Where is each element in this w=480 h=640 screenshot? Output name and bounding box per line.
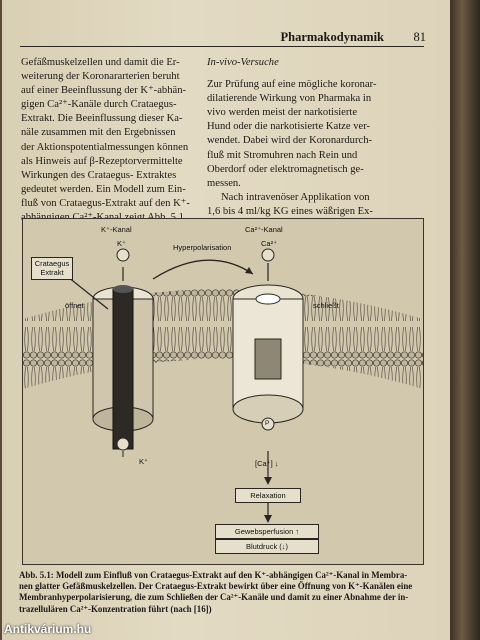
crataegus-extract-box: Crataegus Extrakt bbox=[31, 257, 73, 280]
text-line: Extrakt. Die Beeinflussung dieser Ka- bbox=[21, 113, 183, 125]
k-channel-pore bbox=[113, 289, 133, 449]
text-line: fluß von Crataegus-Extrakt auf den K⁺- bbox=[21, 197, 190, 209]
watermark: Antikvárium.hu bbox=[4, 622, 92, 636]
text-line: 1,6 bis 4 ml/kg KG eines wäßrigen Ex- bbox=[207, 205, 373, 217]
ca-channel-gate bbox=[255, 339, 281, 379]
figure-membrane-model bbox=[22, 218, 424, 565]
calcium-concentration-label: [Ca⁺] ↓ bbox=[255, 459, 279, 468]
text-line: fluß mit Stromuhren nach Rein und bbox=[207, 149, 358, 161]
book-page bbox=[2, 0, 450, 640]
relaxation-box: Relaxation bbox=[235, 488, 301, 503]
figure-caption bbox=[19, 570, 439, 615]
hyperpolarisation-arrow bbox=[153, 260, 253, 279]
text-line: als Hinweis auf β-Rezeptorvermittelte bbox=[21, 155, 183, 167]
ca-channel-label: Ca²⁺-Kanal bbox=[245, 225, 283, 234]
k-efflux-label: K⁺ bbox=[139, 457, 148, 466]
caption-line: nen glatter Gefäßmuskelzellen. Der Crataegus-Extrakt bewirkt über eine Öffnung von K⁺-Kanälen eine bbox=[19, 581, 413, 592]
caption-line: Membranhyperpolarisierung, die zum Schließen der Ca²⁺-Kanäle und damit zu einer Abnahme der in- bbox=[19, 592, 409, 603]
ca-ion-symbol bbox=[262, 249, 274, 261]
text-line: auf einer Beeinflussung der K⁺-abhän- bbox=[21, 85, 187, 97]
text-line: näle zusammen mit den Ergebnissen bbox=[21, 127, 176, 139]
membrane-diagram bbox=[23, 219, 423, 564]
header-rule bbox=[20, 46, 424, 47]
text-line: Gefäßmuskelzellen und damit die Er- bbox=[21, 57, 180, 68]
text-column-left bbox=[21, 56, 221, 225]
text-line: Wirkungen des Crataegus- Extraktes bbox=[21, 169, 177, 181]
text-line: Zur Prüfung auf eine mögliche koronar- bbox=[207, 79, 377, 91]
blutdruck-box: Blutdruck (↓) bbox=[215, 539, 319, 554]
k-channel-label: K⁺-Kanal bbox=[101, 225, 132, 234]
text-line: wendet. Dabei wird der Koronardurch- bbox=[207, 135, 373, 147]
text-line: Oberdorf oder elektromagnetisch ge- bbox=[207, 163, 364, 175]
k-ion-symbol bbox=[117, 249, 129, 261]
page-header bbox=[20, 28, 444, 46]
text-line: vivo werden meist der narkotisierte bbox=[207, 107, 358, 119]
text-line: gigen Ca²⁺-Kanäle durch Crataegus- bbox=[21, 99, 177, 111]
section-heading: In-vivo-Versuche bbox=[207, 57, 279, 68]
text-column-right bbox=[207, 56, 407, 219]
ca-ion-label: Ca²⁺ bbox=[261, 239, 278, 248]
hyperpolarisation-label: Hyperpolarisation bbox=[173, 243, 232, 252]
page-number: 81 bbox=[413, 30, 426, 44]
gewebsperfusion-box: Gewebsperfusion ↑ bbox=[215, 524, 319, 539]
text-line: gedeutet werden. Ein Modell zum Ein- bbox=[21, 183, 186, 195]
caption-line: Abb. 5.1: Modell zum Einfluß von Crataegus-Extrakt auf den K⁺-abhängigen Ca²⁺-Kanal in Membra- bbox=[19, 570, 408, 580]
text-line: dilatierende Wirkung von Pharmaka in bbox=[207, 93, 372, 105]
text-line: weiterung der Koronararterien beruht bbox=[21, 71, 180, 83]
caption-line: trazellulären Ca²⁺-Konzentration führt (nach [16]) bbox=[19, 603, 212, 614]
text-line: Hund oder die narkotisierte Katze ver- bbox=[207, 121, 371, 133]
k-ion-label: K⁺ bbox=[117, 239, 126, 248]
phosphate-label: P bbox=[265, 420, 270, 427]
opens-label: öffnet bbox=[65, 301, 84, 310]
text-line: messen. bbox=[207, 177, 241, 189]
text-line: Nach intravenöser Applikation von bbox=[221, 191, 370, 203]
text-line: der Aktionspotentialmessungen können bbox=[21, 141, 189, 153]
closes-label: schließt bbox=[313, 301, 339, 310]
book-edge bbox=[450, 0, 480, 640]
running-title: Pharmakodynamik bbox=[280, 30, 384, 44]
